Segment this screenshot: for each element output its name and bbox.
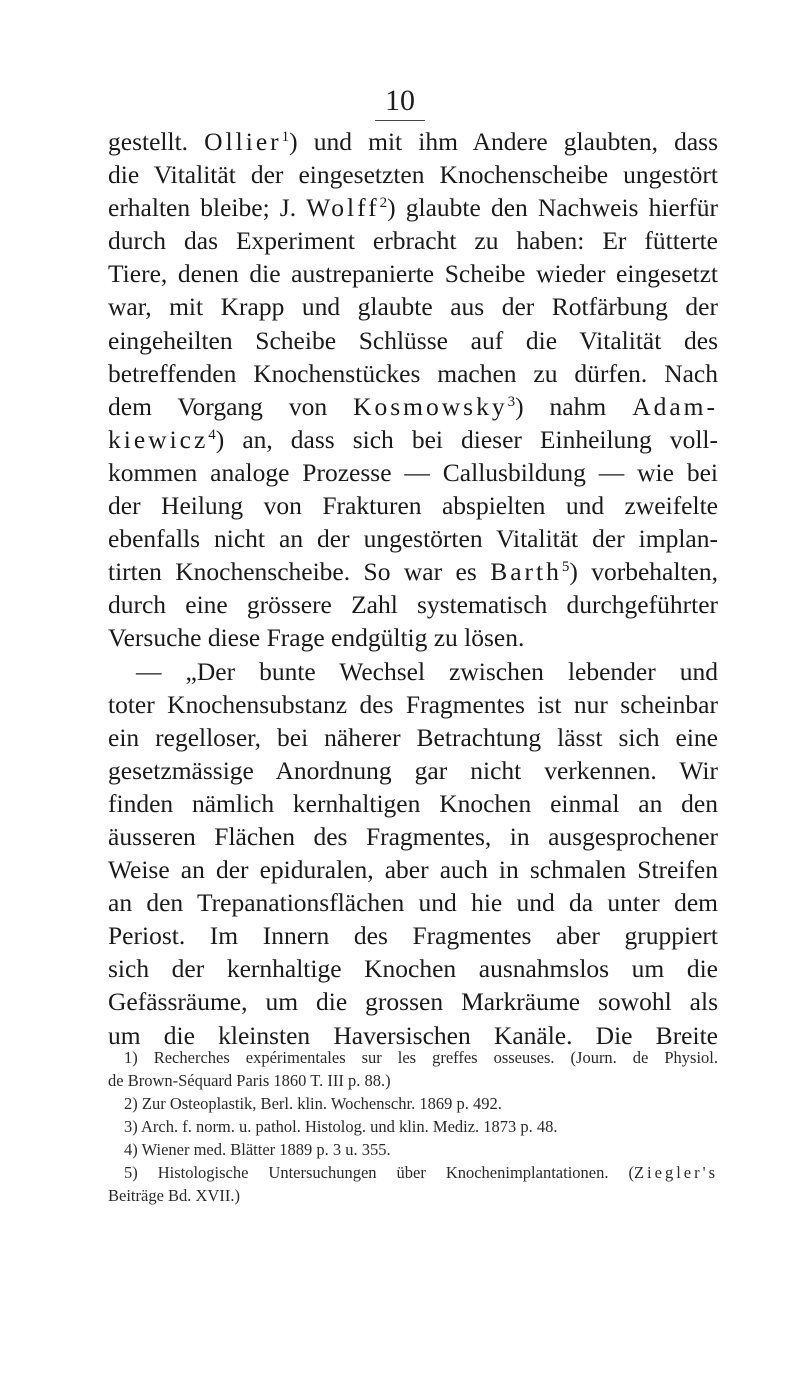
main-text xyxy=(108,125,718,1052)
text-line: war, mit Krapp und glaubte aus der Rotfärbung der xyxy=(108,292,718,322)
footnote-ref: 2 xyxy=(379,195,388,212)
footnotes xyxy=(108,1046,718,1207)
text-line: äusseren Flächen des Fragmentes, in ausgesprochener xyxy=(108,821,718,851)
page-number-text: 10 xyxy=(375,84,425,121)
text-line: eingeheilten Scheibe Schlüsse auf die Vitalität des xyxy=(108,325,718,355)
text-line: durch das Experiment erbracht zu haben: Er fütterte xyxy=(108,226,718,256)
text-line: betreffenden Knochenstückes machen zu dürfen. Nach xyxy=(108,358,718,388)
text-line: Versuche diese Frage endgültig zu lösen. xyxy=(108,623,525,653)
text-line: sich der kernhaltige Knochen ausnahmslos um die xyxy=(108,954,718,984)
text-line: um die kleinsten Haversischen Kanäle. Die Breite xyxy=(108,1020,718,1050)
text-line: Gefässräume, um die grossen Markräume sowohl als xyxy=(108,987,718,1017)
text-line: erhalten bleibe; J. Wolff$^2$) glaubte den Nachweis hierfür xyxy=(108,193,718,223)
author-name: Wolff xyxy=(306,193,380,223)
text-line: tirten Knochenscheibe. So war es Barth$^5$) vorbehalten, xyxy=(108,557,718,587)
text-line: Tiere, denen die austrepanierte Scheibe wieder eingesetzt xyxy=(108,259,718,289)
text-line: gestellt. Ollier$^1$) und mit ihm Andere glaubten, dass xyxy=(108,127,718,156)
text-line: finden nämlich kernhaltigen Knochen einmal an den xyxy=(108,788,718,818)
text-line: der Heilung von Frakturen abspielten und zweifelte xyxy=(108,491,718,521)
text-line: die Vitalität der eingesetzten Knochenscheibe ungestört xyxy=(108,160,718,190)
footnote-1: 1) Recherches expérimentales sur les greffes osseuses. (Journ. de Physiol. xyxy=(124,1048,718,1067)
footnote-5: 5) Histologische Untersuchungen über Knochenimplantationen. (Ziegler's xyxy=(124,1163,718,1182)
footnote-ref: 4 xyxy=(208,426,216,443)
text-line: durch eine grössere Zahl systematisch durchgeführter xyxy=(108,590,718,620)
page-number xyxy=(0,84,800,121)
footnote-3: 3) Arch. f. norm. u. pathol. Histolog. und klin. Mediz. 1873 p. 48. xyxy=(124,1117,558,1136)
footnote-5-continued: Beiträge Bd. XVII.) xyxy=(108,1186,240,1205)
footnote-ref: 3 xyxy=(507,393,516,410)
author-name: Barth xyxy=(490,557,562,587)
text-line: Periost. Im Innern des Fragmentes aber gruppiert xyxy=(108,921,718,951)
text-line: toter Knochensubstanz des Fragmentes ist nur scheinbar xyxy=(108,689,718,719)
footnote-ref: 5 xyxy=(561,559,570,576)
footnote-ref: 1 xyxy=(281,129,290,145)
quote-start-line: — „Der bunte Wechsel zwischen lebender und xyxy=(136,656,718,686)
author-name: Kosmowsky xyxy=(353,391,508,421)
footnote-1-continued: de Brown-Séquard Paris 1860 T. III p. 88.) xyxy=(108,1071,391,1090)
text-line: ebenfalls nicht an der ungestörten Vitalität der implan- xyxy=(108,524,718,554)
text-line: kiewicz$^4$) an, dass sich bei dieser Einheilung voll- xyxy=(108,424,718,454)
text-line: Weise an der epiduralen, aber auch in schmalen Streifen xyxy=(108,855,718,885)
footnote-2: 2) Zur Osteoplastik, Berl. klin. Wochenschr. 1869 p. 492. xyxy=(124,1094,502,1113)
author-name: kiewicz xyxy=(108,424,209,454)
footnote-4: 4) Wiener med. Blätter 1889 p. 3 u. 355. xyxy=(124,1140,391,1159)
text-line: dem Vorgang von Kosmowsky$^3$) nahm Adam- xyxy=(108,391,718,421)
author-name: Ollier xyxy=(204,127,282,156)
text-line: kommen analoge Prozesse — Callusbildung — wie bei xyxy=(108,457,718,487)
text-line: an den Trepanationsflächen und hie und da unter dem xyxy=(108,888,718,918)
text-line: gesetzmässige Anordnung gar nicht verkennen. Wir xyxy=(108,755,718,785)
author-name: Adam- xyxy=(632,391,718,421)
text-line: ein regelloser, bei näherer Betrachtung lässt sich eine xyxy=(108,722,718,752)
author-name: Ziegler's xyxy=(633,1163,718,1182)
